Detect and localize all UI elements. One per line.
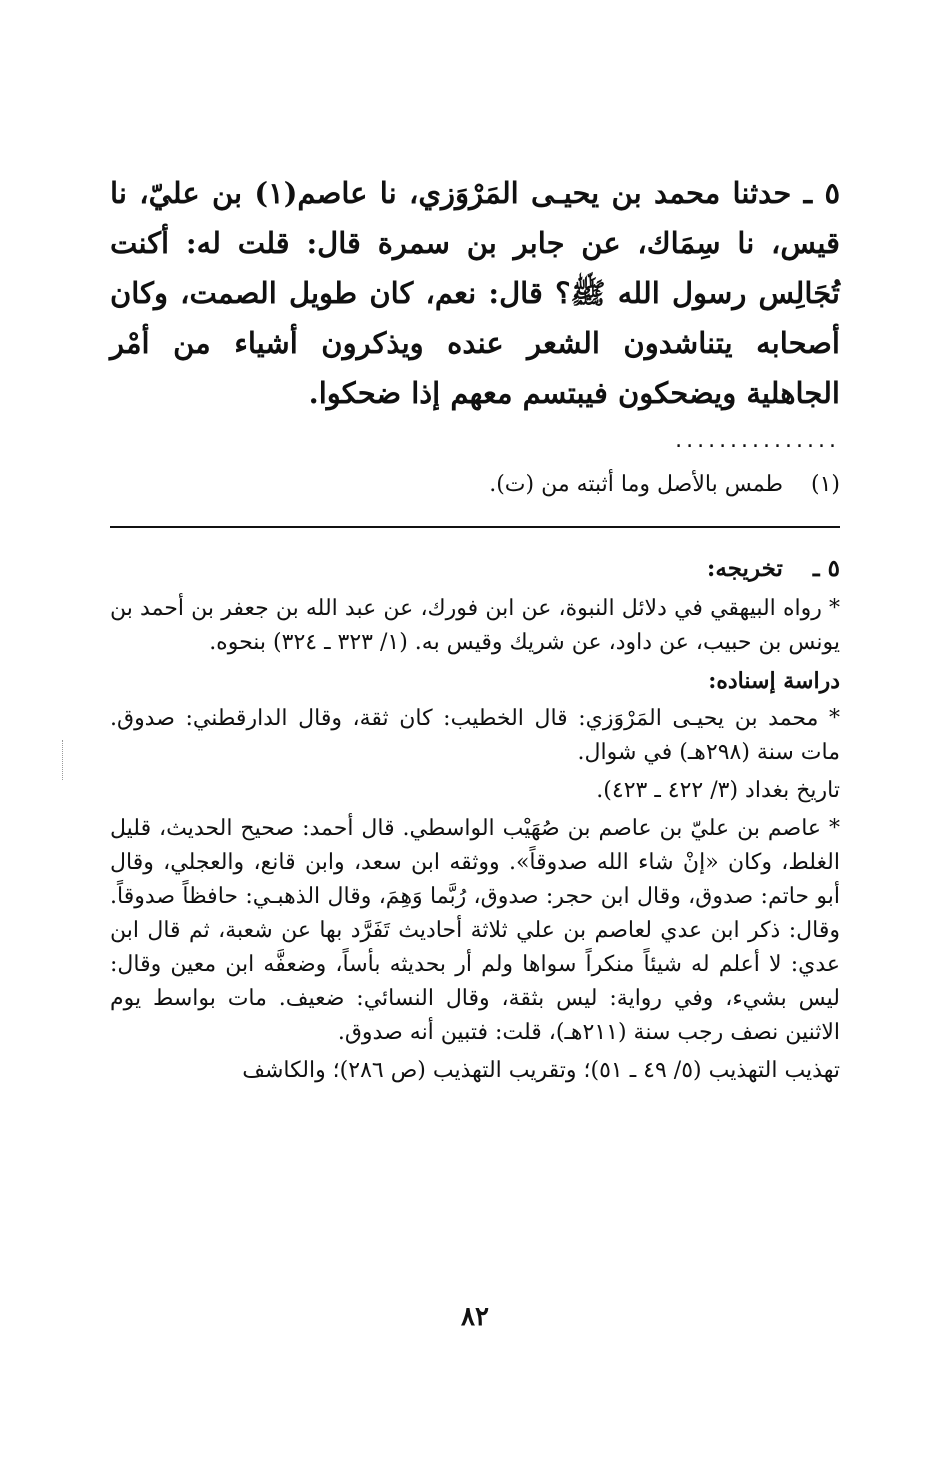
page-number: ٨٢ [461,1302,489,1332]
heading-title: تخريجه: [706,555,783,582]
hadith-paragraph: ٥ ـ حدثنا محمد بن يحيـى المَرْوَزي، نا عاصم(١) بن عليّ، نا قيس، نا سِمَاك، عن جابر بن سمرة قال: قلت له: أكنت تُجَالِس رسول الله ﷺ؟ قال: نعم، كان طويل الصمت، وكان أصحابه يتناشدون الشعر عنده ويذكرون أشياء من أمْر الجاهلية ويضحكون فيبتسم معهم إذا ضحكوا. [110,176,841,410]
narrator-2-paragraph: * عاصم بن عليّ بن عاصم بن صُهَيْب الواسطي. قال أحمد: صحيح الحديث، قليل الغلط، وكان «إنْ شاء الله صدوقاً». ووثقه ابن سعد، وابن قانع، والعجلي، وقال أبو حاتم: صدوق، وقال ابن حجر: صدوق، رُبَّما وَهِمَ، وقال الذهبـي: حافظاً صدوقاً. وقال: ذكر ابن عدي لعاصم بن علي ثلاثة أحاديث تَفَرَّد بها عن شعبة، ثم قال ابن عدي: لا أعلم له شيئاً منكراً سواها ولم أر بحديثه بأساً، وضعفَّه ابن معين وقال: ليس بشيء، وفي رواية: ليس بثقة، وقال النسائي: ضعيف. مات بواسط يوم الاثنين نصف رجب سنة (٢١١هـ)، قلت: فتبين أنه صدوق. [110,816,840,1045]
narrator-2-reference: تهذيب التهذيب (٥/ ٤٩ ـ ٥١)؛ وتقريب التهذيب (ص ٢٨٦)؛ والكاشف [242,1058,840,1083]
isnad-heading: دراسة إسناده: [708,668,840,694]
hadith-text [110,168,840,418]
section-divider [110,526,840,528]
footnote-text: طمس بالأصل وما أثبته من (ت). [489,472,783,497]
heading-number: ٥ ـ [812,555,840,582]
footnote-separator-dots: ............... [675,428,840,453]
footnote-marker: (١) [810,472,840,497]
footnote [110,470,840,500]
takhrij-heading [110,552,840,586]
margin-mark [62,740,65,780]
narrator-1-paragraph: * محمد بن يحيـى المَرْوَزي: قال الخطيب: كان ثقة، وقال الدارقطني: صدوق. مات سنة (٢٩٨هـ) في شوال. [110,706,840,765]
commentary-section [110,552,840,1092]
takhrij-paragraph: * رواه البيهقي في دلائل النبوة، عن ابن فورك، عن عبد الله بن جعفر بن أحمد بن يونس بن حبيب، عن داود، عن شريك وقيس به. (١/ ٣٢٣ ـ ٣٢٤) بنحوه. [110,596,840,655]
narrator-1-reference: تاريخ بغداد (٣/ ٤٢٢ ـ ٤٢٣). [596,778,840,803]
